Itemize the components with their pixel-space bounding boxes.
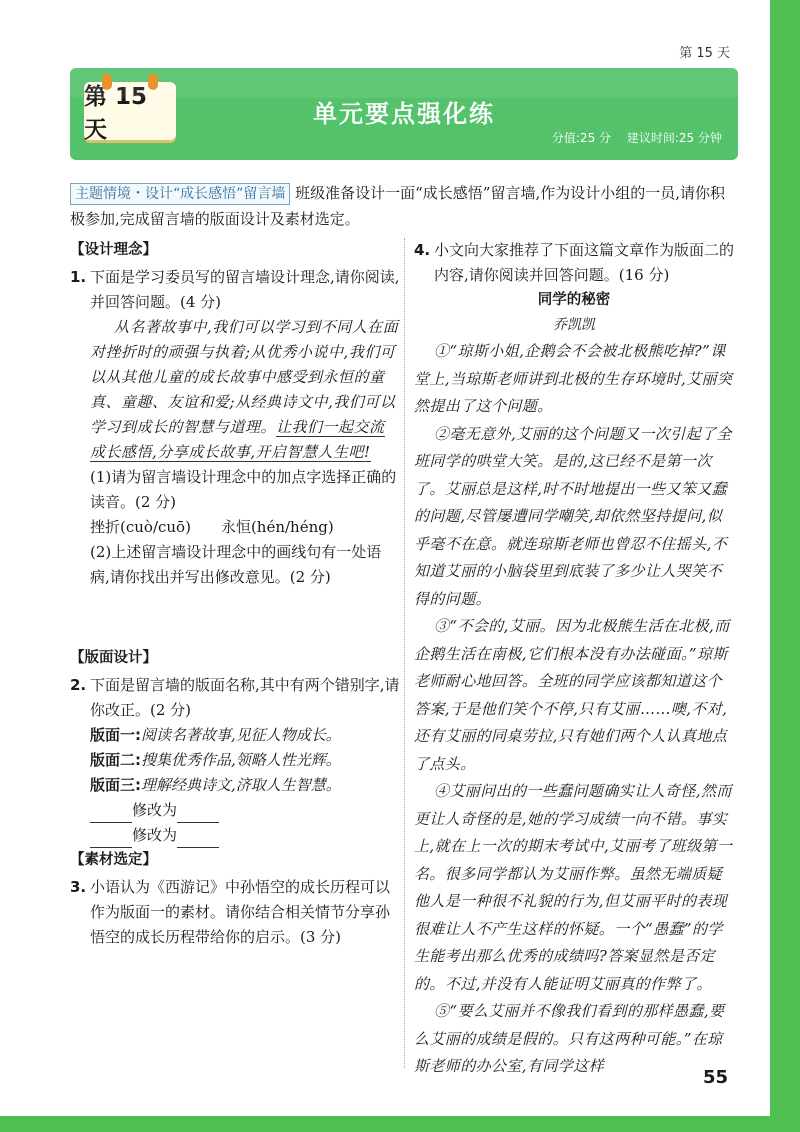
answer-blank[interactable] — [177, 829, 219, 848]
day-label: 第 15 天 — [679, 46, 730, 61]
board-text: 理解经典诗文,济取人生智慧。 — [141, 776, 341, 794]
board-label: 版面一: — [90, 726, 141, 744]
section-heading-material: 【素材选定】 — [70, 852, 157, 868]
left-column — [70, 238, 400, 950]
intro — [70, 180, 730, 232]
calendar-ring-icon — [148, 74, 158, 90]
question-2 — [70, 673, 400, 723]
board-label: 版面二: — [90, 751, 141, 769]
question-number: 2. — [70, 676, 87, 694]
page-number: 55 — [702, 1067, 728, 1088]
correct-label: 修改为 — [132, 826, 178, 844]
answer-blank[interactable] — [90, 804, 132, 823]
article-paragraph: ④艾丽问出的一些蠢问题确实让人奇怪,然而更让人奇怪的是,她的学习成绩一向不错。事实上,就在上一次的期末考试中,艾丽考了班级第一名。很多同学都认为艾丽作弊。虽然无端质疑他人是一种很不礼貌的行为,但艾丽平时的表现很难让人不产生这样的怀疑。一个“愚蠢”的学生能考出那么优秀的成绩吗?答案显然是否定的。不过,并没有人能证明艾丽真的作弊了。 — [414, 782, 733, 993]
board-item — [70, 723, 400, 748]
page-title: 单元要点强化练 — [313, 100, 495, 128]
answer-blank[interactable] — [177, 804, 219, 823]
question-text: 下面是留言墙的版面名称,其中有两个错别字,请你改正。(2 分) — [90, 676, 400, 719]
board-text: 搜集优秀作品,领略人性光辉。 — [141, 751, 341, 769]
header-banner — [70, 68, 738, 160]
correct-label: 修改为 — [132, 801, 178, 819]
time-text: 建议时间:25 分钟 — [626, 131, 722, 145]
theme-tag: 主题情境・设计“成长感悟”留言墙 — [70, 183, 290, 205]
board-item — [70, 748, 400, 773]
sub-question-2: (2)上述留言墙设计理念中的画线句有一处语病,请你找出并写出修改意见。(2 分) — [90, 543, 382, 586]
day-badge-text: 第 15 天 — [84, 84, 148, 143]
question-number: 4. — [414, 241, 431, 259]
article-author: 乔凯凯 — [553, 317, 595, 333]
question-3 — [70, 875, 400, 950]
right-column — [414, 238, 734, 1081]
question-number: 3. — [70, 878, 87, 896]
article-paragraph: ⑤“要么艾丽并不像我们看到的那样愚蠢,要么艾丽的成绩是假的。只有这两种可能。”在琼斯老师的办公室,有同学这样 — [414, 1002, 725, 1075]
board-label: 版面三: — [90, 776, 141, 794]
correction-line — [70, 823, 400, 848]
intro-text: 班级准备设计一面“成长感悟”留言墙,作为设计小组的一员,请你积极参加,完成留言墙的版面设计及素材选定。 — [70, 184, 725, 228]
article-paragraph: ①“琼斯小姐,企鹅会不会被北极熊吃掉?”课堂上,当琼斯老师讲到北极的生存环境时,艾丽突然提出了这个问题。 — [414, 342, 733, 415]
article-title: 同学的秘密 — [537, 292, 611, 308]
answer-blank[interactable] — [90, 829, 132, 848]
article-paragraph: ②毫无意外,艾丽的这个问题又一次引起了全班同学的哄堂大笑。是的,这已经不是第一次了。艾丽总是这样,时不时地提出一些又笨又蠢的问题,尽管屡遭同学嘲笑,却依然坚持提问,似乎毫不在意。就连琼斯老师也曾忍不住摇头,不知道艾丽的小脑袋里到底装了多少让人哭笑不得的问题。 — [414, 424, 732, 608]
question-number: 1. — [70, 268, 87, 286]
board-text: 阅读名著故事,见征人物成长。 — [141, 726, 341, 744]
underlined-sentence: 让我们一起交流成长感悟,分享成长故事,开启智慧人生吧! — [90, 418, 385, 461]
section-heading-design-concept: 【设计理念】 — [70, 242, 157, 258]
side-color-bar — [770, 0, 800, 1132]
correction-line — [70, 798, 400, 823]
score-text: 分值:25 分 — [551, 131, 612, 145]
banner-meta — [540, 129, 722, 146]
pinyin-options: 挫折(cuò/cuō) 永恒(hén/héng) — [90, 518, 334, 536]
bottom-color-bar — [0, 1116, 800, 1132]
design-concept-quote — [70, 315, 400, 465]
column-divider — [404, 238, 405, 1068]
quote-text: 从名著故事中,我们可以学习到不同人在面对挫折时的顽强与执着;从优秀小说中,我们可以从其他儿童的成长故事中感受到永恒的童真、童趣、友谊和爱;从经典诗文中,我们可以学习到成长的智慧与道理。 — [90, 318, 399, 436]
question-text: 小文向大家推荐了下面这篇文章作为版面二的内容,请你阅读并回答问题。(16 分) — [434, 241, 735, 284]
section-heading-layout: 【版面设计】 — [70, 650, 157, 666]
question-1 — [70, 265, 400, 315]
sub-question-1: (1)请为留言墙设计理念中的加点字选择正确的读音。(2 分) — [90, 468, 397, 511]
article-paragraph: ③“不会的,艾丽。因为北极熊生活在北极,而企鹅生活在南极,它们根本没有办法碰面。”琼斯老师耐心地回答。全班的同学应该都知道这个答案,于是他们笑个不停,只有艾丽……噢,不对,还有艾丽的同桌劳拉,只有她们两个人认真地点了点头。 — [414, 617, 730, 773]
board-item — [70, 773, 400, 798]
question-text: 下面是学习委员写的留言墙设计理念,请你阅读,并回答问题。(4 分) — [90, 268, 400, 311]
question-4 — [414, 238, 734, 288]
calendar-ring-icon — [102, 74, 112, 90]
question-text: 小语认为《西游记》中孙悟空的成长历程可以作为版面一的素材。请你结合相关情节分享孙悟空的成长历程带给你的启示。(3 分) — [90, 878, 391, 946]
